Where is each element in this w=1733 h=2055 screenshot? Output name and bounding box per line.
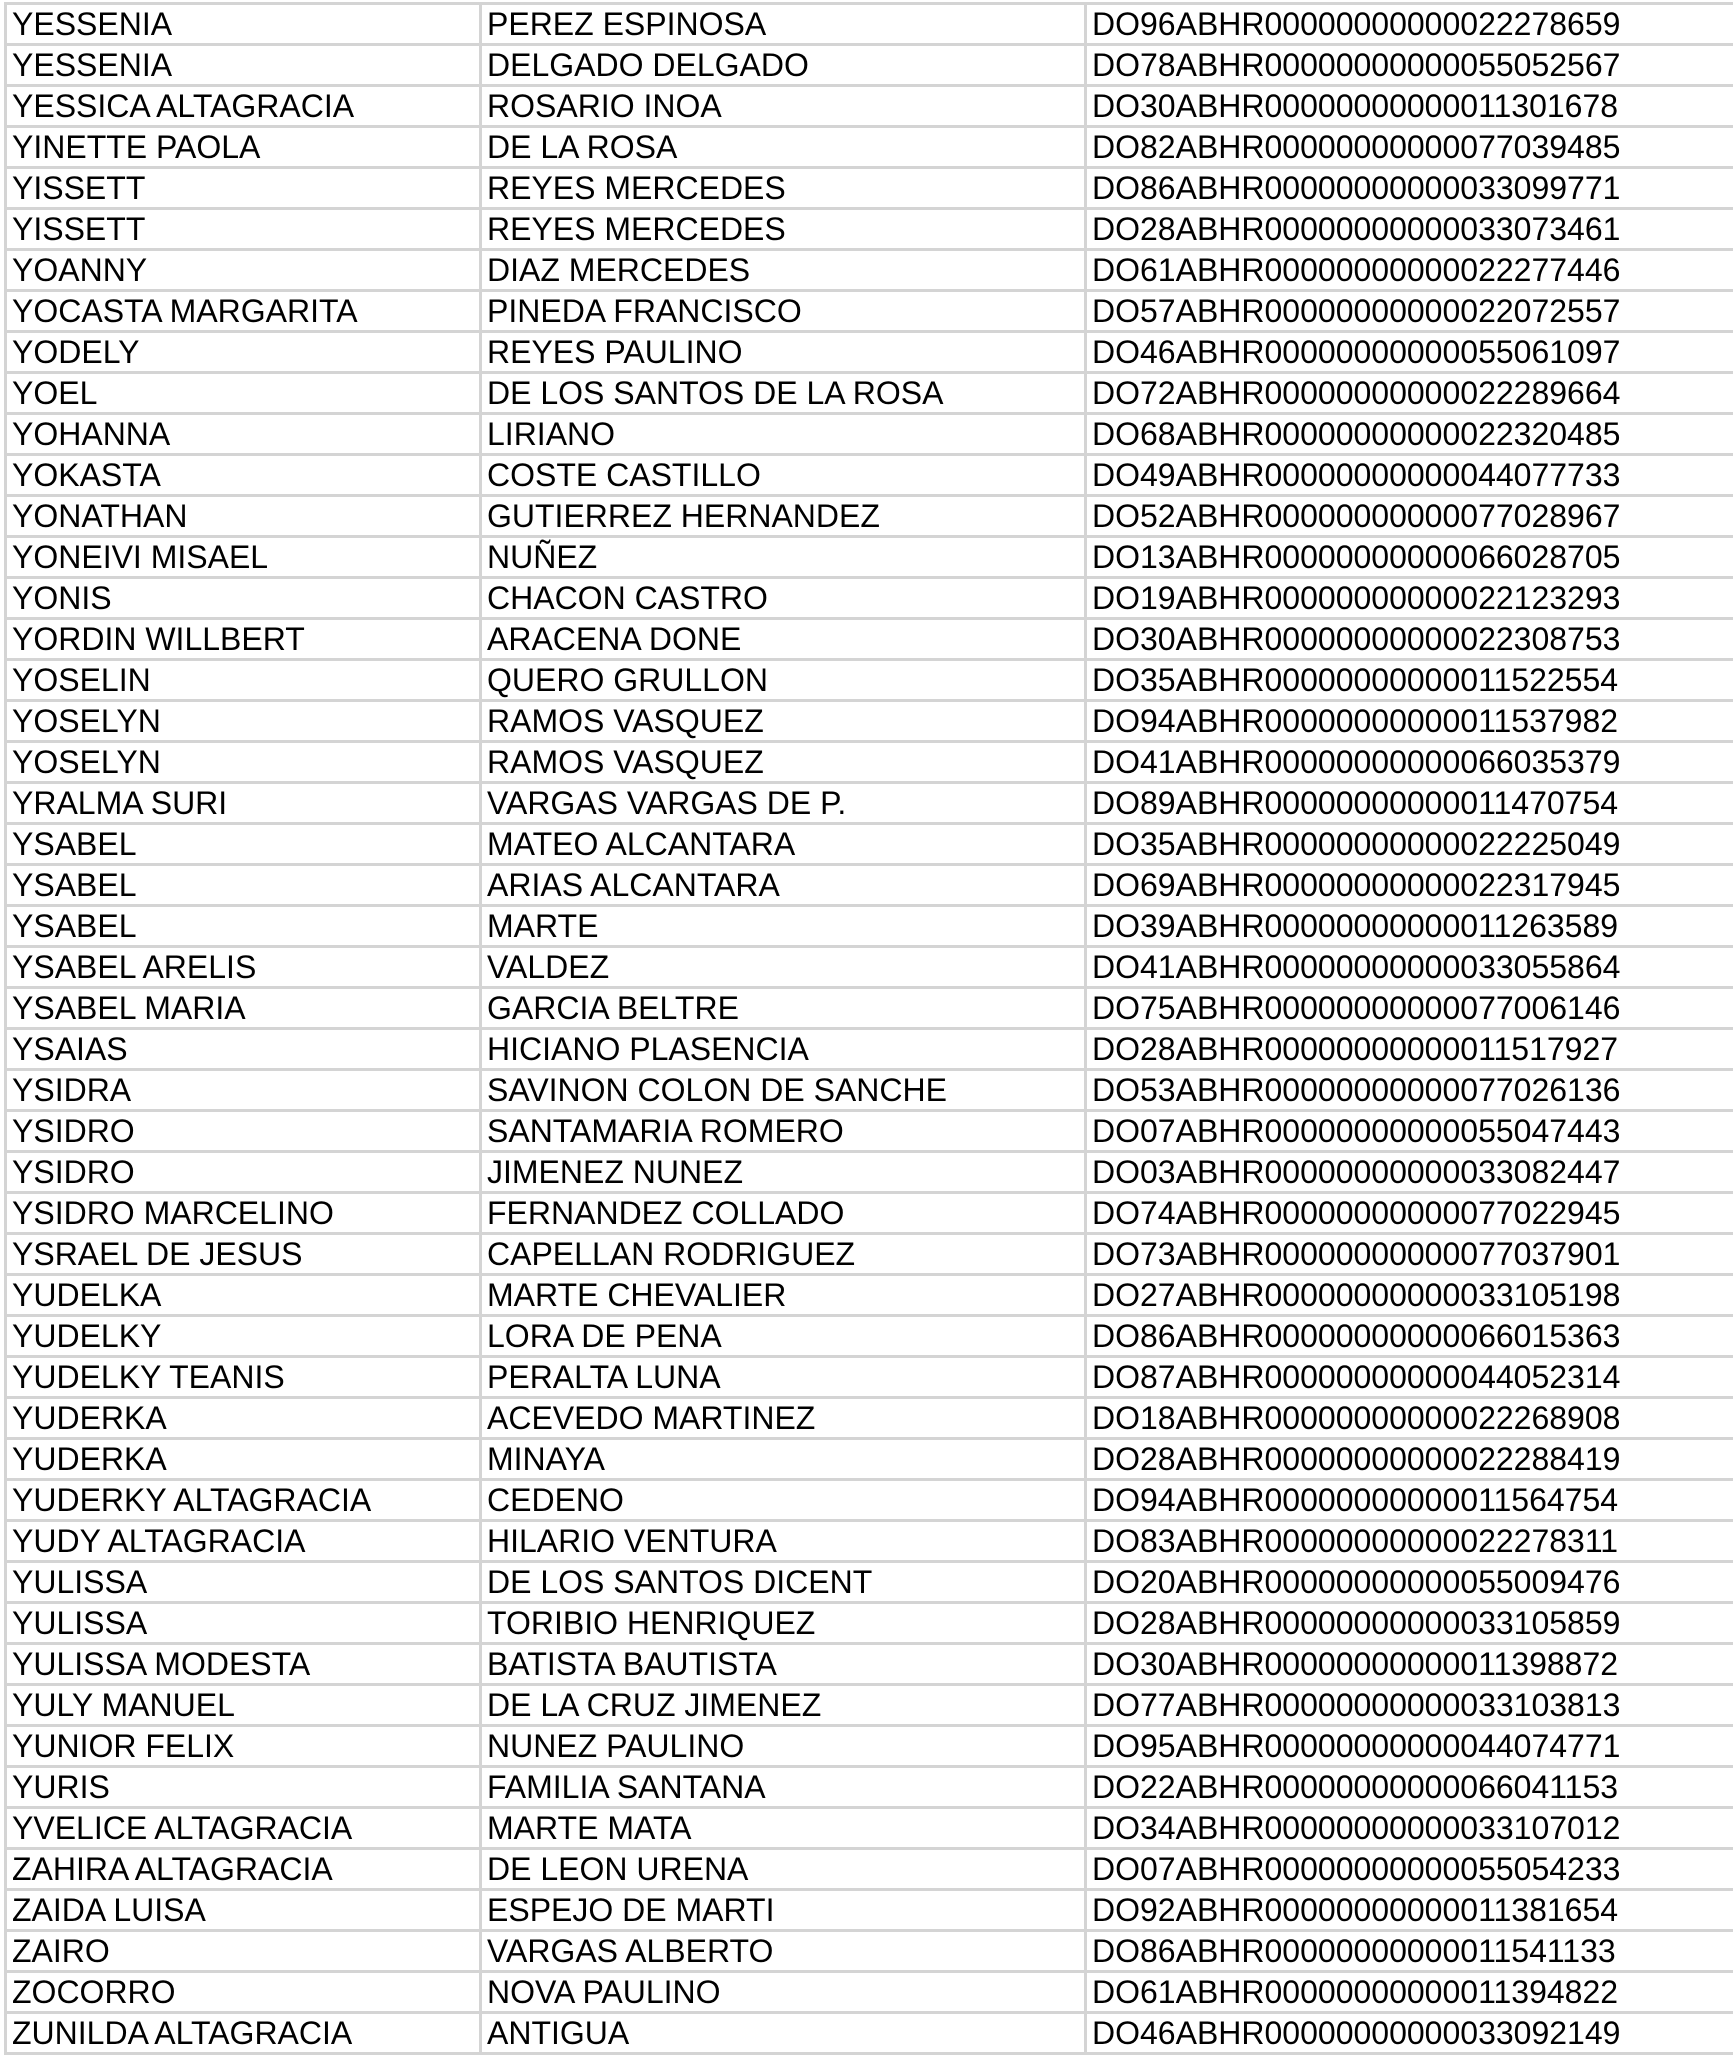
first-name-cell: YISSETT bbox=[6, 168, 481, 209]
first-name-cell: YSABEL bbox=[6, 906, 481, 947]
account-number-cell: DO61ABHR00000000000011394822 bbox=[1086, 1972, 1733, 2013]
account-number-cell: DO41ABHR00000000000033055864 bbox=[1086, 947, 1733, 988]
table-row bbox=[6, 1808, 1733, 1849]
last-name-cell: LIRIANO bbox=[481, 414, 1086, 455]
first-name-cell: YSABEL bbox=[6, 824, 481, 865]
table-row bbox=[6, 455, 1733, 496]
first-name-cell: YESSENIA bbox=[6, 45, 481, 86]
account-number-cell: DO07ABHR00000000000055054233 bbox=[1086, 1849, 1733, 1890]
account-number-cell: DO72ABHR00000000000022289664 bbox=[1086, 373, 1733, 414]
table-row bbox=[6, 1152, 1733, 1193]
last-name-cell: PINEDA FRANCISCO bbox=[481, 291, 1086, 332]
table-row bbox=[6, 86, 1733, 127]
last-name-cell: COSTE CASTILLO bbox=[481, 455, 1086, 496]
last-name-cell: DE LA ROSA bbox=[481, 127, 1086, 168]
account-number-cell: DO86ABHR00000000000066015363 bbox=[1086, 1316, 1733, 1357]
account-table bbox=[4, 2, 1733, 2055]
last-name-cell: PEREZ ESPINOSA bbox=[481, 4, 1086, 45]
account-number-cell: DO87ABHR00000000000044052314 bbox=[1086, 1357, 1733, 1398]
first-name-cell: ZAIRO bbox=[6, 1931, 481, 1972]
table-body bbox=[6, 4, 1733, 2054]
account-number-cell: DO52ABHR00000000000077028967 bbox=[1086, 496, 1733, 537]
account-number-cell: DO30ABHR00000000000011398872 bbox=[1086, 1644, 1733, 1685]
account-number-cell: DO28ABHR00000000000033105859 bbox=[1086, 1603, 1733, 1644]
first-name-cell: YSAIAS bbox=[6, 1029, 481, 1070]
table-row bbox=[6, 496, 1733, 537]
account-number-cell: DO86ABHR00000000000011541133 bbox=[1086, 1931, 1733, 1972]
first-name-cell: YOANNY bbox=[6, 250, 481, 291]
table-row bbox=[6, 414, 1733, 455]
account-number-cell: DO35ABHR00000000000011522554 bbox=[1086, 660, 1733, 701]
first-name-cell: YSIDRO MARCELINO bbox=[6, 1193, 481, 1234]
table-row bbox=[6, 1111, 1733, 1152]
account-number-cell: DO95ABHR00000000000044074771 bbox=[1086, 1726, 1733, 1767]
last-name-cell: MATEO ALCANTARA bbox=[481, 824, 1086, 865]
last-name-cell: RAMOS VASQUEZ bbox=[481, 701, 1086, 742]
account-number-cell: DO34ABHR00000000000033107012 bbox=[1086, 1808, 1733, 1849]
last-name-cell: ESPEJO DE MARTI bbox=[481, 1890, 1086, 1931]
last-name-cell: MINAYA bbox=[481, 1439, 1086, 1480]
first-name-cell: YUDY ALTAGRACIA bbox=[6, 1521, 481, 1562]
first-name-cell: YONATHAN bbox=[6, 496, 481, 537]
last-name-cell: NUÑEZ bbox=[481, 537, 1086, 578]
first-name-cell: ZAIDA LUISA bbox=[6, 1890, 481, 1931]
last-name-cell: SANTAMARIA ROMERO bbox=[481, 1111, 1086, 1152]
table-row bbox=[6, 988, 1733, 1029]
account-number-cell: DO74ABHR00000000000077022945 bbox=[1086, 1193, 1733, 1234]
first-name-cell: ZUNILDA ALTAGRACIA bbox=[6, 2013, 481, 2054]
last-name-cell: NUNEZ PAULINO bbox=[481, 1726, 1086, 1767]
table-row bbox=[6, 1972, 1733, 2013]
account-number-cell: DO73ABHR00000000000077037901 bbox=[1086, 1234, 1733, 1275]
first-name-cell: YSIDRA bbox=[6, 1070, 481, 1111]
last-name-cell: ARACENA DONE bbox=[481, 619, 1086, 660]
last-name-cell: FAMILIA SANTANA bbox=[481, 1767, 1086, 1808]
first-name-cell: YUDERKY ALTAGRACIA bbox=[6, 1480, 481, 1521]
account-number-cell: DO82ABHR00000000000077039485 bbox=[1086, 127, 1733, 168]
account-number-cell: DO53ABHR00000000000077026136 bbox=[1086, 1070, 1733, 1111]
account-number-cell: DO77ABHR00000000000033103813 bbox=[1086, 1685, 1733, 1726]
table-row bbox=[6, 537, 1733, 578]
table-row bbox=[6, 1029, 1733, 1070]
table-row bbox=[6, 1070, 1733, 1111]
account-number-cell: DO30ABHR00000000000011301678 bbox=[1086, 86, 1733, 127]
table-row bbox=[6, 701, 1733, 742]
last-name-cell: VARGAS ALBERTO bbox=[481, 1931, 1086, 1972]
first-name-cell: YESSENIA bbox=[6, 4, 481, 45]
first-name-cell: YOHANNA bbox=[6, 414, 481, 455]
last-name-cell: GUTIERREZ HERNANDEZ bbox=[481, 496, 1086, 537]
first-name-cell: YESSICA ALTAGRACIA bbox=[6, 86, 481, 127]
first-name-cell: YSABEL bbox=[6, 865, 481, 906]
first-name-cell: YONIS bbox=[6, 578, 481, 619]
last-name-cell: REYES MERCEDES bbox=[481, 168, 1086, 209]
first-name-cell: YOCASTA MARGARITA bbox=[6, 291, 481, 332]
table-row bbox=[6, 1193, 1733, 1234]
table-row bbox=[6, 1316, 1733, 1357]
first-name-cell: YULISSA MODESTA bbox=[6, 1644, 481, 1685]
account-number-cell: DO28ABHR00000000000011517927 bbox=[1086, 1029, 1733, 1070]
account-number-cell: DO27ABHR00000000000033105198 bbox=[1086, 1275, 1733, 1316]
account-number-cell: DO68ABHR00000000000022320485 bbox=[1086, 414, 1733, 455]
table-row bbox=[6, 1521, 1733, 1562]
account-number-cell: DO19ABHR00000000000022123293 bbox=[1086, 578, 1733, 619]
last-name-cell: VARGAS VARGAS DE P. bbox=[481, 783, 1086, 824]
table-row bbox=[6, 1234, 1733, 1275]
account-number-cell: DO13ABHR00000000000066028705 bbox=[1086, 537, 1733, 578]
first-name-cell: YOEL bbox=[6, 373, 481, 414]
first-name-cell: YURIS bbox=[6, 1767, 481, 1808]
table-row bbox=[6, 865, 1733, 906]
table-row bbox=[6, 1357, 1733, 1398]
table-row bbox=[6, 619, 1733, 660]
table-row bbox=[6, 660, 1733, 701]
table-row bbox=[6, 1603, 1733, 1644]
first-name-cell: YODELY bbox=[6, 332, 481, 373]
last-name-cell: CEDENO bbox=[481, 1480, 1086, 1521]
last-name-cell: ROSARIO INOA bbox=[481, 86, 1086, 127]
first-name-cell: YOSELYN bbox=[6, 701, 481, 742]
first-name-cell: YUDELKA bbox=[6, 1275, 481, 1316]
last-name-cell: ACEVEDO MARTINEZ bbox=[481, 1398, 1086, 1439]
last-name-cell: DE LOS SANTOS DICENT bbox=[481, 1562, 1086, 1603]
first-name-cell: YUDERKA bbox=[6, 1398, 481, 1439]
account-number-cell: DO30ABHR00000000000022308753 bbox=[1086, 619, 1733, 660]
first-name-cell: YORDIN WILLBERT bbox=[6, 619, 481, 660]
first-name-cell: YOSELIN bbox=[6, 660, 481, 701]
last-name-cell: NOVA PAULINO bbox=[481, 1972, 1086, 2013]
table-row bbox=[6, 291, 1733, 332]
account-number-cell: DO96ABHR00000000000022278659 bbox=[1086, 4, 1733, 45]
last-name-cell: SAVINON COLON DE SANCHE bbox=[481, 1070, 1086, 1111]
first-name-cell: YVELICE ALTAGRACIA bbox=[6, 1808, 481, 1849]
last-name-cell: CAPELLAN RODRIGUEZ bbox=[481, 1234, 1086, 1275]
last-name-cell: FERNANDEZ COLLADO bbox=[481, 1193, 1086, 1234]
first-name-cell: ZOCORRO bbox=[6, 1972, 481, 2013]
account-number-cell: DO92ABHR00000000000011381654 bbox=[1086, 1890, 1733, 1931]
account-number-cell: DO57ABHR00000000000022072557 bbox=[1086, 291, 1733, 332]
account-number-cell: DO22ABHR00000000000066041153 bbox=[1086, 1767, 1733, 1808]
first-name-cell: YULISSA bbox=[6, 1562, 481, 1603]
last-name-cell: MARTE CHEVALIER bbox=[481, 1275, 1086, 1316]
first-name-cell: YRALMA SURI bbox=[6, 783, 481, 824]
account-number-cell: DO61ABHR00000000000022277446 bbox=[1086, 250, 1733, 291]
table-row bbox=[6, 783, 1733, 824]
last-name-cell: RAMOS VASQUEZ bbox=[481, 742, 1086, 783]
account-number-cell: DO39ABHR00000000000011263589 bbox=[1086, 906, 1733, 947]
first-name-cell: YSIDRO bbox=[6, 1111, 481, 1152]
first-name-cell: YINETTE PAOLA bbox=[6, 127, 481, 168]
account-number-cell: DO94ABHR00000000000011537982 bbox=[1086, 701, 1733, 742]
table-row bbox=[6, 1931, 1733, 1972]
table-row bbox=[6, 45, 1733, 86]
account-number-cell: DO03ABHR00000000000033082447 bbox=[1086, 1152, 1733, 1193]
first-name-cell: YULY MANUEL bbox=[6, 1685, 481, 1726]
first-name-cell: YUDELKY bbox=[6, 1316, 481, 1357]
table-row bbox=[6, 578, 1733, 619]
account-number-cell: DO75ABHR00000000000077006146 bbox=[1086, 988, 1733, 1029]
table-row bbox=[6, 1726, 1733, 1767]
last-name-cell: JIMENEZ NUNEZ bbox=[481, 1152, 1086, 1193]
table-row bbox=[6, 1398, 1733, 1439]
table-row bbox=[6, 742, 1733, 783]
last-name-cell: ARIAS ALCANTARA bbox=[481, 865, 1086, 906]
table-row bbox=[6, 824, 1733, 865]
last-name-cell: DIAZ MERCEDES bbox=[481, 250, 1086, 291]
first-name-cell: YSABEL MARIA bbox=[6, 988, 481, 1029]
first-name-cell: YSIDRO bbox=[6, 1152, 481, 1193]
first-name-cell: YULISSA bbox=[6, 1603, 481, 1644]
table-row bbox=[6, 906, 1733, 947]
account-number-cell: DO89ABHR00000000000011470754 bbox=[1086, 783, 1733, 824]
table-row bbox=[6, 209, 1733, 250]
first-name-cell: YONEIVI MISAEL bbox=[6, 537, 481, 578]
table-row bbox=[6, 1849, 1733, 1890]
account-number-cell: DO20ABHR00000000000055009476 bbox=[1086, 1562, 1733, 1603]
last-name-cell: REYES MERCEDES bbox=[481, 209, 1086, 250]
table-row bbox=[6, 1480, 1733, 1521]
table-row bbox=[6, 1275, 1733, 1316]
account-number-cell: DO07ABHR00000000000055047443 bbox=[1086, 1111, 1733, 1152]
last-name-cell: DELGADO DELGADO bbox=[481, 45, 1086, 86]
last-name-cell: BATISTA BAUTISTA bbox=[481, 1644, 1086, 1685]
table-row bbox=[6, 1562, 1733, 1603]
last-name-cell: DE LA CRUZ JIMENEZ bbox=[481, 1685, 1086, 1726]
account-number-cell: DO35ABHR00000000000022225049 bbox=[1086, 824, 1733, 865]
account-number-cell: DO46ABHR00000000000055061097 bbox=[1086, 332, 1733, 373]
table-row bbox=[6, 2013, 1733, 2054]
account-number-cell: DO86ABHR00000000000033099771 bbox=[1086, 168, 1733, 209]
last-name-cell: TORIBIO HENRIQUEZ bbox=[481, 1603, 1086, 1644]
last-name-cell: VALDEZ bbox=[481, 947, 1086, 988]
table-row bbox=[6, 168, 1733, 209]
last-name-cell: HILARIO VENTURA bbox=[481, 1521, 1086, 1562]
table-row bbox=[6, 1644, 1733, 1685]
first-name-cell: YOKASTA bbox=[6, 455, 481, 496]
table-row bbox=[6, 1685, 1733, 1726]
account-number-cell: DO28ABHR00000000000033073461 bbox=[1086, 209, 1733, 250]
table-row bbox=[6, 1890, 1733, 1931]
table-row bbox=[6, 4, 1733, 45]
last-name-cell: DE LEON URENA bbox=[481, 1849, 1086, 1890]
last-name-cell: REYES PAULINO bbox=[481, 332, 1086, 373]
table-row bbox=[6, 373, 1733, 414]
last-name-cell: DE LOS SANTOS DE LA ROSA bbox=[481, 373, 1086, 414]
last-name-cell: CHACON CASTRO bbox=[481, 578, 1086, 619]
account-number-cell: DO28ABHR00000000000022288419 bbox=[1086, 1439, 1733, 1480]
first-name-cell: ZAHIRA ALTAGRACIA bbox=[6, 1849, 481, 1890]
table-row bbox=[6, 250, 1733, 291]
first-name-cell: YISSETT bbox=[6, 209, 481, 250]
account-number-cell: DO69ABHR00000000000022317945 bbox=[1086, 865, 1733, 906]
last-name-cell: LORA DE PENA bbox=[481, 1316, 1086, 1357]
account-number-cell: DO41ABHR00000000000066035379 bbox=[1086, 742, 1733, 783]
account-number-cell: DO18ABHR00000000000022268908 bbox=[1086, 1398, 1733, 1439]
table-row bbox=[6, 1439, 1733, 1480]
account-number-cell: DO83ABHR00000000000022278311 bbox=[1086, 1521, 1733, 1562]
account-number-cell: DO46ABHR00000000000033092149 bbox=[1086, 2013, 1733, 2054]
last-name-cell: HICIANO PLASENCIA bbox=[481, 1029, 1086, 1070]
account-number-cell: DO49ABHR00000000000044077733 bbox=[1086, 455, 1733, 496]
first-name-cell: YUDERKA bbox=[6, 1439, 481, 1480]
last-name-cell: QUERO GRULLON bbox=[481, 660, 1086, 701]
first-name-cell: YOSELYN bbox=[6, 742, 481, 783]
first-name-cell: YSABEL ARELIS bbox=[6, 947, 481, 988]
last-name-cell: MARTE MATA bbox=[481, 1808, 1086, 1849]
first-name-cell: YUDELKY TEANIS bbox=[6, 1357, 481, 1398]
last-name-cell: PERALTA LUNA bbox=[481, 1357, 1086, 1398]
table-row bbox=[6, 947, 1733, 988]
account-number-cell: DO94ABHR00000000000011564754 bbox=[1086, 1480, 1733, 1521]
last-name-cell: ANTIGUA bbox=[481, 2013, 1086, 2054]
account-number-cell: DO78ABHR00000000000055052567 bbox=[1086, 45, 1733, 86]
first-name-cell: YUNIOR FELIX bbox=[6, 1726, 481, 1767]
table-row bbox=[6, 332, 1733, 373]
last-name-cell: MARTE bbox=[481, 906, 1086, 947]
last-name-cell: GARCIA BELTRE bbox=[481, 988, 1086, 1029]
first-name-cell: YSRAEL DE JESUS bbox=[6, 1234, 481, 1275]
table-row bbox=[6, 127, 1733, 168]
table-row bbox=[6, 1767, 1733, 1808]
